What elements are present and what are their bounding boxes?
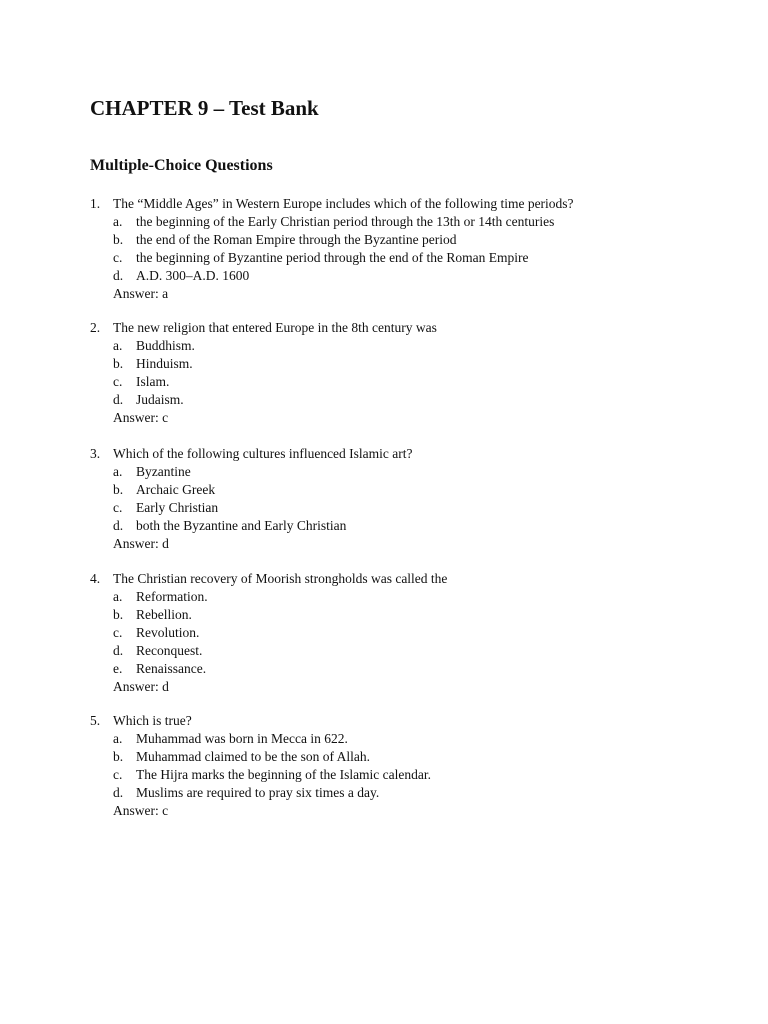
- answer-line: Answer: d: [113, 536, 169, 551]
- question-text: Which of the following cultures influenced Islamic art?: [113, 446, 413, 461]
- option-text: Muhammad claimed to be the son of Allah.: [136, 749, 370, 764]
- option-text: Buddhism.: [136, 338, 195, 353]
- question-text: The “Middle Ages” in Western Europe includes which of the following time periods?: [113, 196, 574, 211]
- option-text: Byzantine: [136, 464, 191, 479]
- option-letter: b.: [113, 356, 124, 371]
- question-text: The Christian recovery of Moorish strongholds was called the: [113, 571, 448, 586]
- answer-line: Answer: d: [113, 679, 169, 694]
- option-text: Reconquest.: [136, 643, 203, 658]
- option-letter: b.: [113, 482, 124, 497]
- option-text: Reformation.: [136, 589, 208, 604]
- option-letter: c.: [113, 625, 123, 640]
- option-letter: a.: [113, 464, 123, 479]
- option-letter: b.: [113, 232, 124, 247]
- answer-line: Answer: c: [113, 410, 169, 425]
- option-letter: c.: [113, 250, 123, 265]
- option-letter: a.: [113, 731, 123, 746]
- question-number: 2.: [90, 320, 101, 335]
- question-number: 3.: [90, 446, 101, 461]
- option-letter: e.: [113, 661, 123, 676]
- option-letter: b.: [113, 749, 124, 764]
- option-text: Rebellion.: [136, 607, 192, 622]
- option-text: Renaissance.: [136, 661, 207, 676]
- question-number: 1.: [90, 196, 101, 211]
- question-text: Which is true?: [113, 713, 192, 728]
- option-letter: d.: [113, 518, 124, 533]
- option-text: Hinduism.: [136, 356, 193, 371]
- question-text: The new religion that entered Europe in the 8th century was: [113, 320, 437, 335]
- option-letter: d.: [113, 785, 124, 800]
- option-text: Early Christian: [136, 500, 219, 515]
- option-letter: d.: [113, 268, 124, 283]
- option-text: the end of the Roman Empire through the Byzantine period: [136, 232, 457, 247]
- option-text: both the Byzantine and Early Christian: [136, 518, 347, 533]
- option-text: the beginning of Byzantine period through the end of the Roman Empire: [136, 250, 529, 265]
- option-text: A.D. 300–A.D. 1600: [136, 268, 250, 283]
- answer-line: Answer: c: [113, 803, 169, 818]
- option-text: Islam.: [136, 374, 170, 389]
- option-text: Judaism.: [136, 392, 184, 407]
- option-letter: a.: [113, 338, 123, 353]
- option-text: the beginning of the Early Christian period through the 13th or 14th centuries: [136, 214, 555, 229]
- option-letter: c.: [113, 500, 123, 515]
- chapter-title: CHAPTER 9 – Test Bank: [90, 96, 319, 120]
- option-letter: b.: [113, 607, 124, 622]
- option-text: Muslims are required to pray six times a day.: [136, 785, 380, 800]
- section-title: Multiple-Choice Questions: [90, 157, 273, 174]
- option-text: Muhammad was born in Mecca in 622.: [136, 731, 348, 746]
- option-letter: a.: [113, 214, 123, 229]
- question-number: 5.: [90, 713, 101, 728]
- option-letter: c.: [113, 767, 123, 782]
- question-number: 4.: [90, 571, 101, 586]
- option-letter: d.: [113, 643, 124, 658]
- option-text: Revolution.: [136, 625, 200, 640]
- option-text: Archaic Greek: [136, 482, 216, 497]
- option-letter: a.: [113, 589, 123, 604]
- option-text: The Hijra marks the beginning of the Islamic calendar.: [136, 767, 432, 782]
- option-letter: d.: [113, 392, 124, 407]
- answer-line: Answer: a: [113, 286, 169, 301]
- option-letter: c.: [113, 374, 123, 389]
